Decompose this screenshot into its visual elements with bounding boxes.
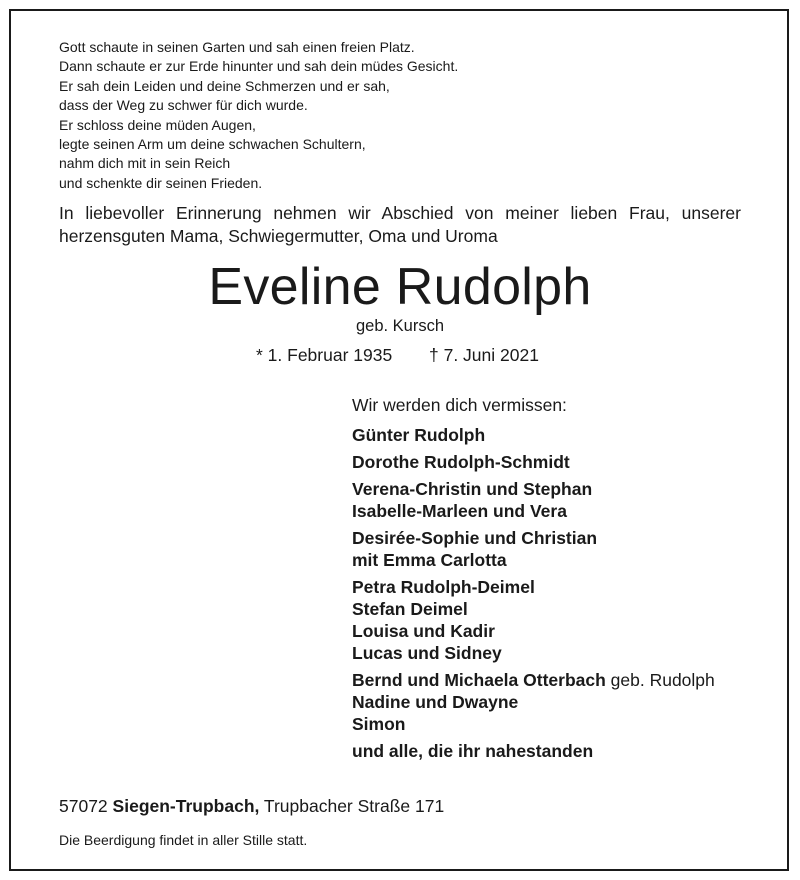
poem-line: Dann schaute er zur Erde hinunter und sah dein müdes Gesicht. xyxy=(59,58,459,75)
mourner-name: Desirée-Sophie und Christian xyxy=(352,528,598,548)
mourner-name: Petra Rudolph-Deimel xyxy=(352,577,535,597)
mourner-name: Simon xyxy=(352,714,406,734)
mourner-name: Günter Rudolph xyxy=(352,425,486,445)
death-date: † 7. Juni 2021 xyxy=(429,345,539,365)
mourner-maiden-suffix: geb. Rudolph xyxy=(605,670,715,690)
poem-line: dass der Weg zu schwer für dich wurde. xyxy=(59,97,308,114)
deceased-name: Eveline Rudolph xyxy=(208,258,592,316)
poem xyxy=(59,38,458,193)
mourner-name: mit Emma Carlotta xyxy=(352,550,507,570)
mourner-group xyxy=(352,576,715,664)
mourner-group xyxy=(352,527,715,571)
mourner-name: Isabelle-Marleen und Vera xyxy=(352,501,567,521)
mourners-list xyxy=(352,394,715,767)
mourner-name: Verena-Christin und Stephan xyxy=(352,479,593,499)
poem-line: Er sah dein Leiden und deine Schmerzen und er sah, xyxy=(59,77,390,94)
poem-line: Er schloss deine müden Augen, xyxy=(59,116,256,133)
poem-line: nahm dich mit in sein Reich xyxy=(59,155,231,172)
mourner-group xyxy=(352,451,715,473)
poem-line: legte seinen Arm um deine schwachen Schultern, xyxy=(59,136,366,153)
mourner-name-row xyxy=(352,669,715,691)
mourner-name: Louisa und Kadir xyxy=(352,621,495,641)
address xyxy=(59,795,444,817)
mourner-group xyxy=(352,669,715,735)
mourners-lead: Wir werden dich vermissen: xyxy=(352,395,567,415)
mourner-name: Nadine und Dwayne xyxy=(352,692,519,712)
mourner-group xyxy=(352,478,715,522)
mourner-name: und alle, die ihr nahestanden xyxy=(352,741,594,761)
poem-line: Gott schaute in seinen Garten und sah einen freien Platz. xyxy=(59,39,415,55)
funeral-note: Die Beerdigung findet in aller Stille statt. xyxy=(59,832,308,848)
address-place: Siegen-Trupbach, xyxy=(112,796,260,816)
mourner-name: Stefan Deimel xyxy=(352,599,468,619)
mourner-name: Bernd und Michaela Otterbach xyxy=(352,670,606,690)
poem-line: und schenkte dir seinen Frieden. xyxy=(59,174,263,191)
mourner-name: Lucas und Sidney xyxy=(352,643,502,663)
address-postcode: 57072 xyxy=(59,796,108,816)
intro-text: In liebevoller Erinnerung nehmen wir Abschied von meiner lieben Frau, unserer herzensguten Mama, Schwiegermutter, Oma und Uroma xyxy=(59,203,741,246)
maiden-name: geb. Kursch xyxy=(355,317,445,335)
mourner-group xyxy=(352,740,715,762)
mourner-group xyxy=(352,424,715,446)
birth-date: * 1. Februar 1935 xyxy=(256,345,393,365)
mourner-name: Dorothe Rudolph-Schmidt xyxy=(352,452,570,472)
address-street: Trupbacher Straße 171 xyxy=(263,796,445,816)
